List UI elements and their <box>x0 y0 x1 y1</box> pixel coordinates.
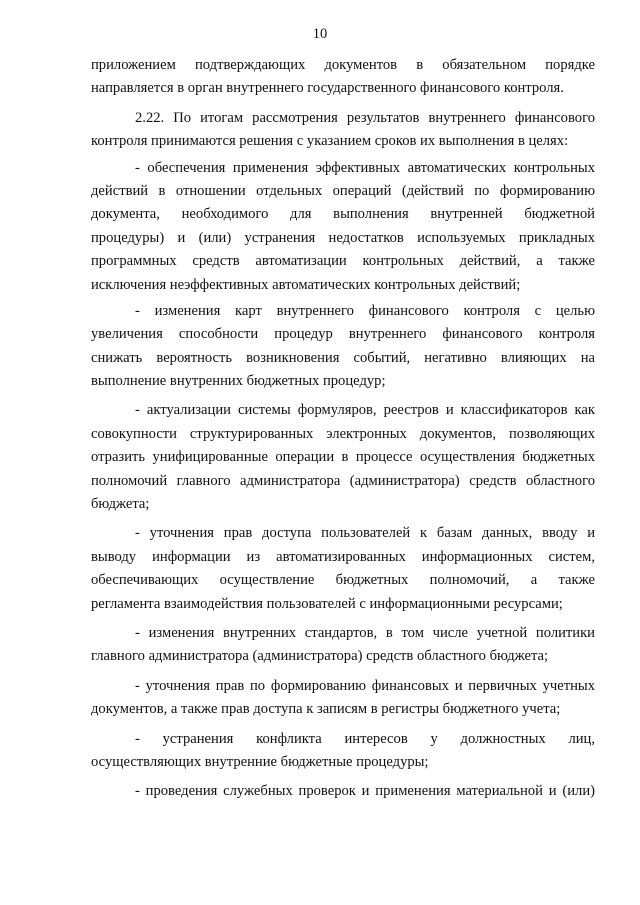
text-line: процедуры) и (или) устранения недостатков используемых прикладных <box>91 229 595 246</box>
text-line: осуществляющих внутренние бюджетные процедуры; <box>91 753 429 770</box>
text-line: программных средств автоматизации контрольных действий, а также <box>91 253 595 270</box>
text-line: 2.22. По итогам рассмотрения результатов внутреннего финансового <box>135 109 595 126</box>
text-line: полномочий главного администратора (администратора) средств областного <box>91 472 595 489</box>
list-item-forms-registers <box>91 399 595 516</box>
text-line: совокупности структурированных электронных документов, позволяющих <box>91 425 595 442</box>
paragraph-section-2-22 <box>91 107 595 154</box>
text-line: - изменения внутренних стандартов, в том числе учетной политики <box>135 624 595 641</box>
text-line: - изменения карт внутреннего финансового контроля с целью <box>135 302 595 319</box>
list-item-conflict-of-interest <box>91 728 595 775</box>
text-line: документа, необходимого для выполнения внутренней бюджетной <box>91 206 595 223</box>
text-line: исключения неэффективных автоматических контрольных действий; <box>91 276 521 293</box>
text-line: выполнение внутренних бюджетных процедур; <box>91 373 386 390</box>
list-item-internal-standards <box>91 622 595 669</box>
document-body <box>91 54 595 804</box>
text-line: - проведения служебных проверок и применения материальной и (или) <box>135 783 595 800</box>
text-line: бюджета; <box>91 496 150 513</box>
text-line: обеспечивающих осуществление бюджетных полномочий, а также <box>91 572 595 589</box>
text-line: регламента взаимодействия пользователей с информационными ресурсами; <box>91 595 563 612</box>
list-item-automatic-controls <box>91 157 595 297</box>
text-line: действий в отношении отдельных операций (действий по формированию <box>91 182 595 199</box>
paragraph-continuation <box>91 54 595 101</box>
text-line: направляется в орган внутреннего государственного финансового контроля. <box>91 80 564 97</box>
text-line: - устранения конфликта интересов у должностных лиц, <box>135 730 595 747</box>
text-line: контроля принимаются решения с указанием сроков их выполнения в целях: <box>91 133 569 150</box>
text-line: документов, а также прав доступа к записям в регистры бюджетного учета; <box>91 701 561 718</box>
list-item-control-maps <box>91 300 595 394</box>
page-number: 10 <box>312 26 328 42</box>
text-line: - уточнения прав доступа пользователей к базам данных, вводу и <box>135 525 595 542</box>
text-line: отразить унифицированные операции в процессе осуществления бюджетных <box>91 449 595 466</box>
text-line: - обеспечения применения эффективных автоматических контрольных <box>135 159 595 176</box>
text-line: снижать вероятность возникновения событий, негативно влияющих на <box>91 349 595 366</box>
list-item-access-rights <box>91 522 595 616</box>
list-item-official-inspections <box>91 780 595 803</box>
text-line: выводу информации из автоматизированных информационных систем, <box>91 548 595 565</box>
text-line: главного администратора (администратора) средств областного бюджета; <box>91 648 549 665</box>
text-line: увеличения способности процедур внутреннего финансового контроля <box>91 326 595 343</box>
text-line: - уточнения прав по формированию финансовых и первичных учетных <box>135 677 595 694</box>
list-item-document-rights <box>91 675 595 722</box>
text-line: приложением подтверждающих документов в обязательном порядке <box>91 57 595 73</box>
text-line: - актуализации системы формуляров, реестров и классификаторов как <box>135 402 595 419</box>
